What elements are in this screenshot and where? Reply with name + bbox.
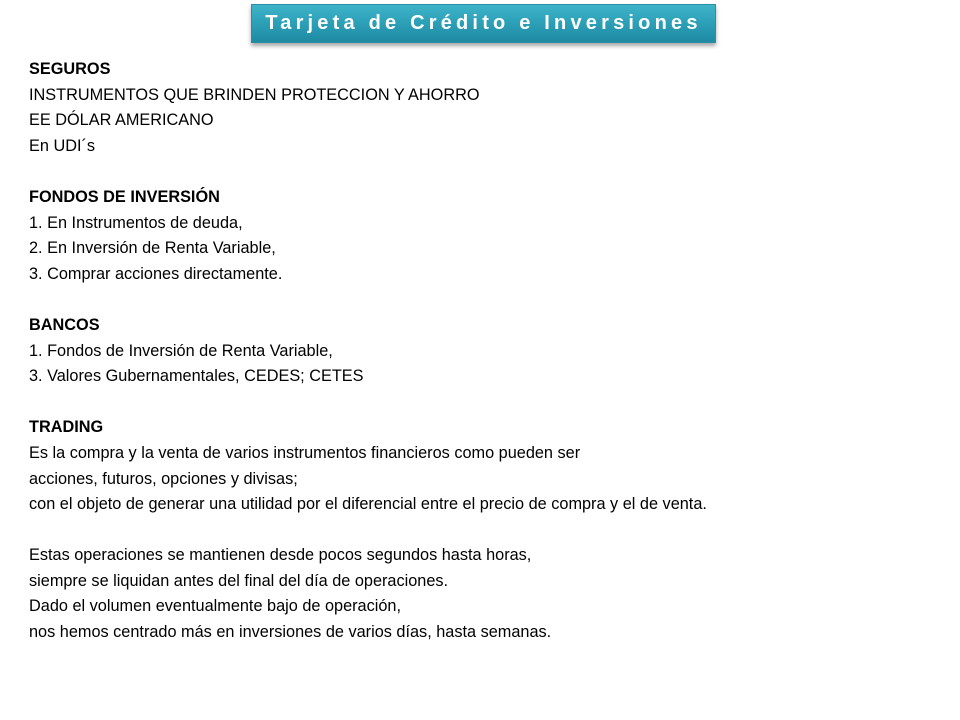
section-heading: FONDOS DE INVERSIÓN — [29, 187, 220, 206]
text-line: EE DÓLAR AMERICANO — [29, 111, 214, 130]
section-fondos-de-inversion — [29, 185, 944, 287]
text-line: nos hemos centrado más en inversiones de varios días, hasta semanas. — [29, 623, 552, 642]
list-item: 1. En Instrumentos de deuda, — [29, 213, 243, 232]
section-heading: BANCOS — [29, 315, 100, 334]
text-line: En UDI´s — [29, 136, 96, 155]
text-line: INSTRUMENTOS QUE BRINDEN PROTECCION Y AHORRO — [29, 85, 480, 104]
text-line: Es la compra y la venta de varios instrumentos financieros como pueden ser — [29, 443, 581, 462]
list-item: 3. Comprar acciones directamente. — [29, 264, 283, 283]
list-item: 2. En Inversión de Renta Variable, — [29, 239, 276, 258]
blank-line — [29, 287, 944, 313]
section-seguros — [29, 57, 944, 159]
text-line: acciones, futuros, opciones y divisas; — [29, 469, 298, 488]
section-trading — [29, 415, 944, 517]
section-heading: SEGUROS — [29, 60, 111, 78]
text-line: siempre se liquidan antes del final del día de operaciones. — [29, 571, 449, 590]
text-line: con el objeto de generar una utilidad por el diferencial entre el precio de compra y el de venta. — [29, 495, 707, 514]
blank-line — [29, 159, 944, 185]
section-heading: TRADING — [29, 418, 104, 437]
text-line: Dado el volumen eventualmente bajo de operación, — [29, 597, 402, 616]
section-bancos — [29, 313, 944, 390]
text-line: Estas operaciones se mantienen desde pocos segundos hasta horas, — [29, 546, 532, 565]
section-operaciones — [29, 543, 944, 645]
blank-line — [29, 518, 944, 544]
slide-title-banner — [251, 4, 716, 43]
list-item: 3. Valores Gubernamentales, CEDES; CETES — [29, 367, 364, 386]
slide-title: Tarjeta de Crédito e Inversiones — [265, 12, 702, 34]
blank-line — [29, 390, 944, 416]
list-item: 1. Fondos de Inversión de Renta Variable, — [29, 341, 333, 360]
slide-body — [29, 57, 944, 646]
